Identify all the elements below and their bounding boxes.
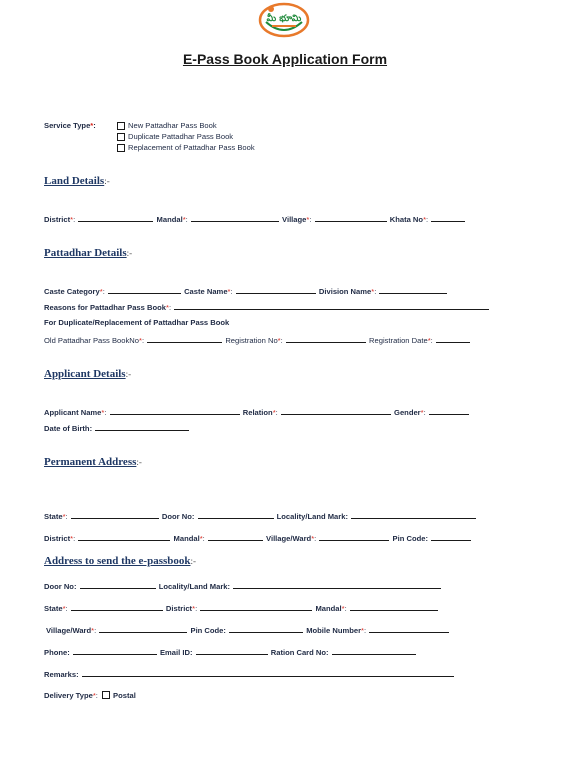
send-address-heading: Address to send the e-passbook:-: [44, 555, 196, 567]
perm-mandal-field[interactable]: [208, 533, 263, 541]
mobile-number-field[interactable]: [369, 625, 449, 633]
perm-state-field[interactable]: [71, 511, 159, 519]
send-door-no-field[interactable]: [80, 581, 156, 589]
land-details-row: District*: Mandal*: Village*: Khata No*:: [44, 214, 466, 225]
phone-field[interactable]: [73, 647, 157, 655]
service-type-label: Service Type*:: [44, 121, 96, 130]
perm-state-row: State*: Door No: Locality/Land Mark:: [44, 511, 477, 522]
reasons-field[interactable]: [174, 302, 489, 310]
service-type-options: [117, 120, 255, 153]
send-village-field[interactable]: [99, 625, 187, 633]
send-state-row: State*: District*: Mandal*:: [44, 603, 439, 614]
applicant-name-field[interactable]: [110, 407, 240, 415]
send-state-field[interactable]: [71, 603, 163, 611]
registration-date-field[interactable]: [436, 335, 470, 343]
remarks-row: Remarks:: [44, 669, 455, 680]
postal-label: Postal: [113, 691, 136, 700]
division-name-field[interactable]: [379, 286, 447, 294]
registration-no-field[interactable]: [286, 335, 366, 343]
send-pin-code-field[interactable]: [229, 625, 303, 633]
delivery-type-row: Delivery Type*: Postal: [44, 691, 136, 700]
khata-no-field[interactable]: [431, 214, 465, 222]
pattadhar-details-heading: Pattadhar Details:-: [44, 247, 133, 259]
mandal-field[interactable]: [191, 214, 279, 222]
old-pass-book-no-field[interactable]: [147, 335, 222, 343]
perm-door-no-field[interactable]: [198, 511, 274, 519]
perm-village-field[interactable]: [319, 533, 389, 541]
old-pass-row: Old Pattadhar Pass BookNo*: Registration No*: Registration Date*:: [44, 335, 471, 346]
applicant-details-heading: Applicant Details:-: [44, 368, 132, 380]
caste-row: Caste Category*: Caste Name*: Division Name*:: [44, 286, 448, 297]
duplicate-heading: For Duplicate/Replacement of Pattadhar Pass Book: [44, 318, 230, 327]
perm-district-row: District*: Mandal*: Village/Ward*: Pin Code:: [44, 533, 472, 544]
service-option-duplicate[interactable]: Duplicate Pattadhar Pass Book: [117, 131, 255, 142]
ration-card-no-field[interactable]: [332, 647, 416, 655]
gender-field[interactable]: [429, 407, 469, 415]
date-of-birth-field[interactable]: [95, 423, 189, 431]
send-door-row: Door No: Locality/Land Mark:: [44, 581, 442, 592]
svg-text:మీ భూమి: మీ భూమి: [266, 14, 302, 24]
caste-category-field[interactable]: [108, 286, 181, 294]
service-option-new[interactable]: New Pattadhar Pass Book: [117, 120, 255, 131]
district-field[interactable]: [78, 214, 153, 222]
dob-row: Date of Birth:: [44, 423, 190, 434]
phone-row: Phone: Email ID: Ration Card No:: [44, 647, 417, 658]
permanent-address-heading: Permanent Address:-: [44, 456, 142, 468]
page-title: E-Pass Book Application Form: [182, 51, 388, 67]
postal-checkbox[interactable]: [102, 691, 110, 699]
send-district-field[interactable]: [200, 603, 312, 611]
perm-locality-field[interactable]: [351, 511, 476, 519]
send-locality-field[interactable]: [233, 581, 441, 589]
send-village-row: Village/Ward*: Pin Code: Mobile Number*:: [46, 625, 450, 636]
perm-district-field[interactable]: [78, 533, 170, 541]
remarks-field[interactable]: [82, 669, 454, 677]
state-emblem-logo: [258, 2, 310, 38]
relation-field[interactable]: [281, 407, 391, 415]
checkbox[interactable]: [117, 144, 125, 152]
caste-name-field[interactable]: [236, 286, 316, 294]
perm-pin-code-field[interactable]: [431, 533, 471, 541]
service-option-replacement[interactable]: Replacement of Pattadhar Pass Book: [117, 142, 255, 153]
checkbox[interactable]: [117, 133, 125, 141]
reasons-row: Reasons for Pattadhar Pass Book*:: [44, 302, 490, 313]
applicant-row: Applicant Name*: Relation*: Gender*:: [44, 407, 470, 418]
village-field[interactable]: [315, 214, 387, 222]
email-id-field[interactable]: [196, 647, 268, 655]
send-mandal-field[interactable]: [350, 603, 438, 611]
checkbox[interactable]: [117, 122, 125, 130]
land-details-heading: Land Details:-: [44, 175, 110, 187]
